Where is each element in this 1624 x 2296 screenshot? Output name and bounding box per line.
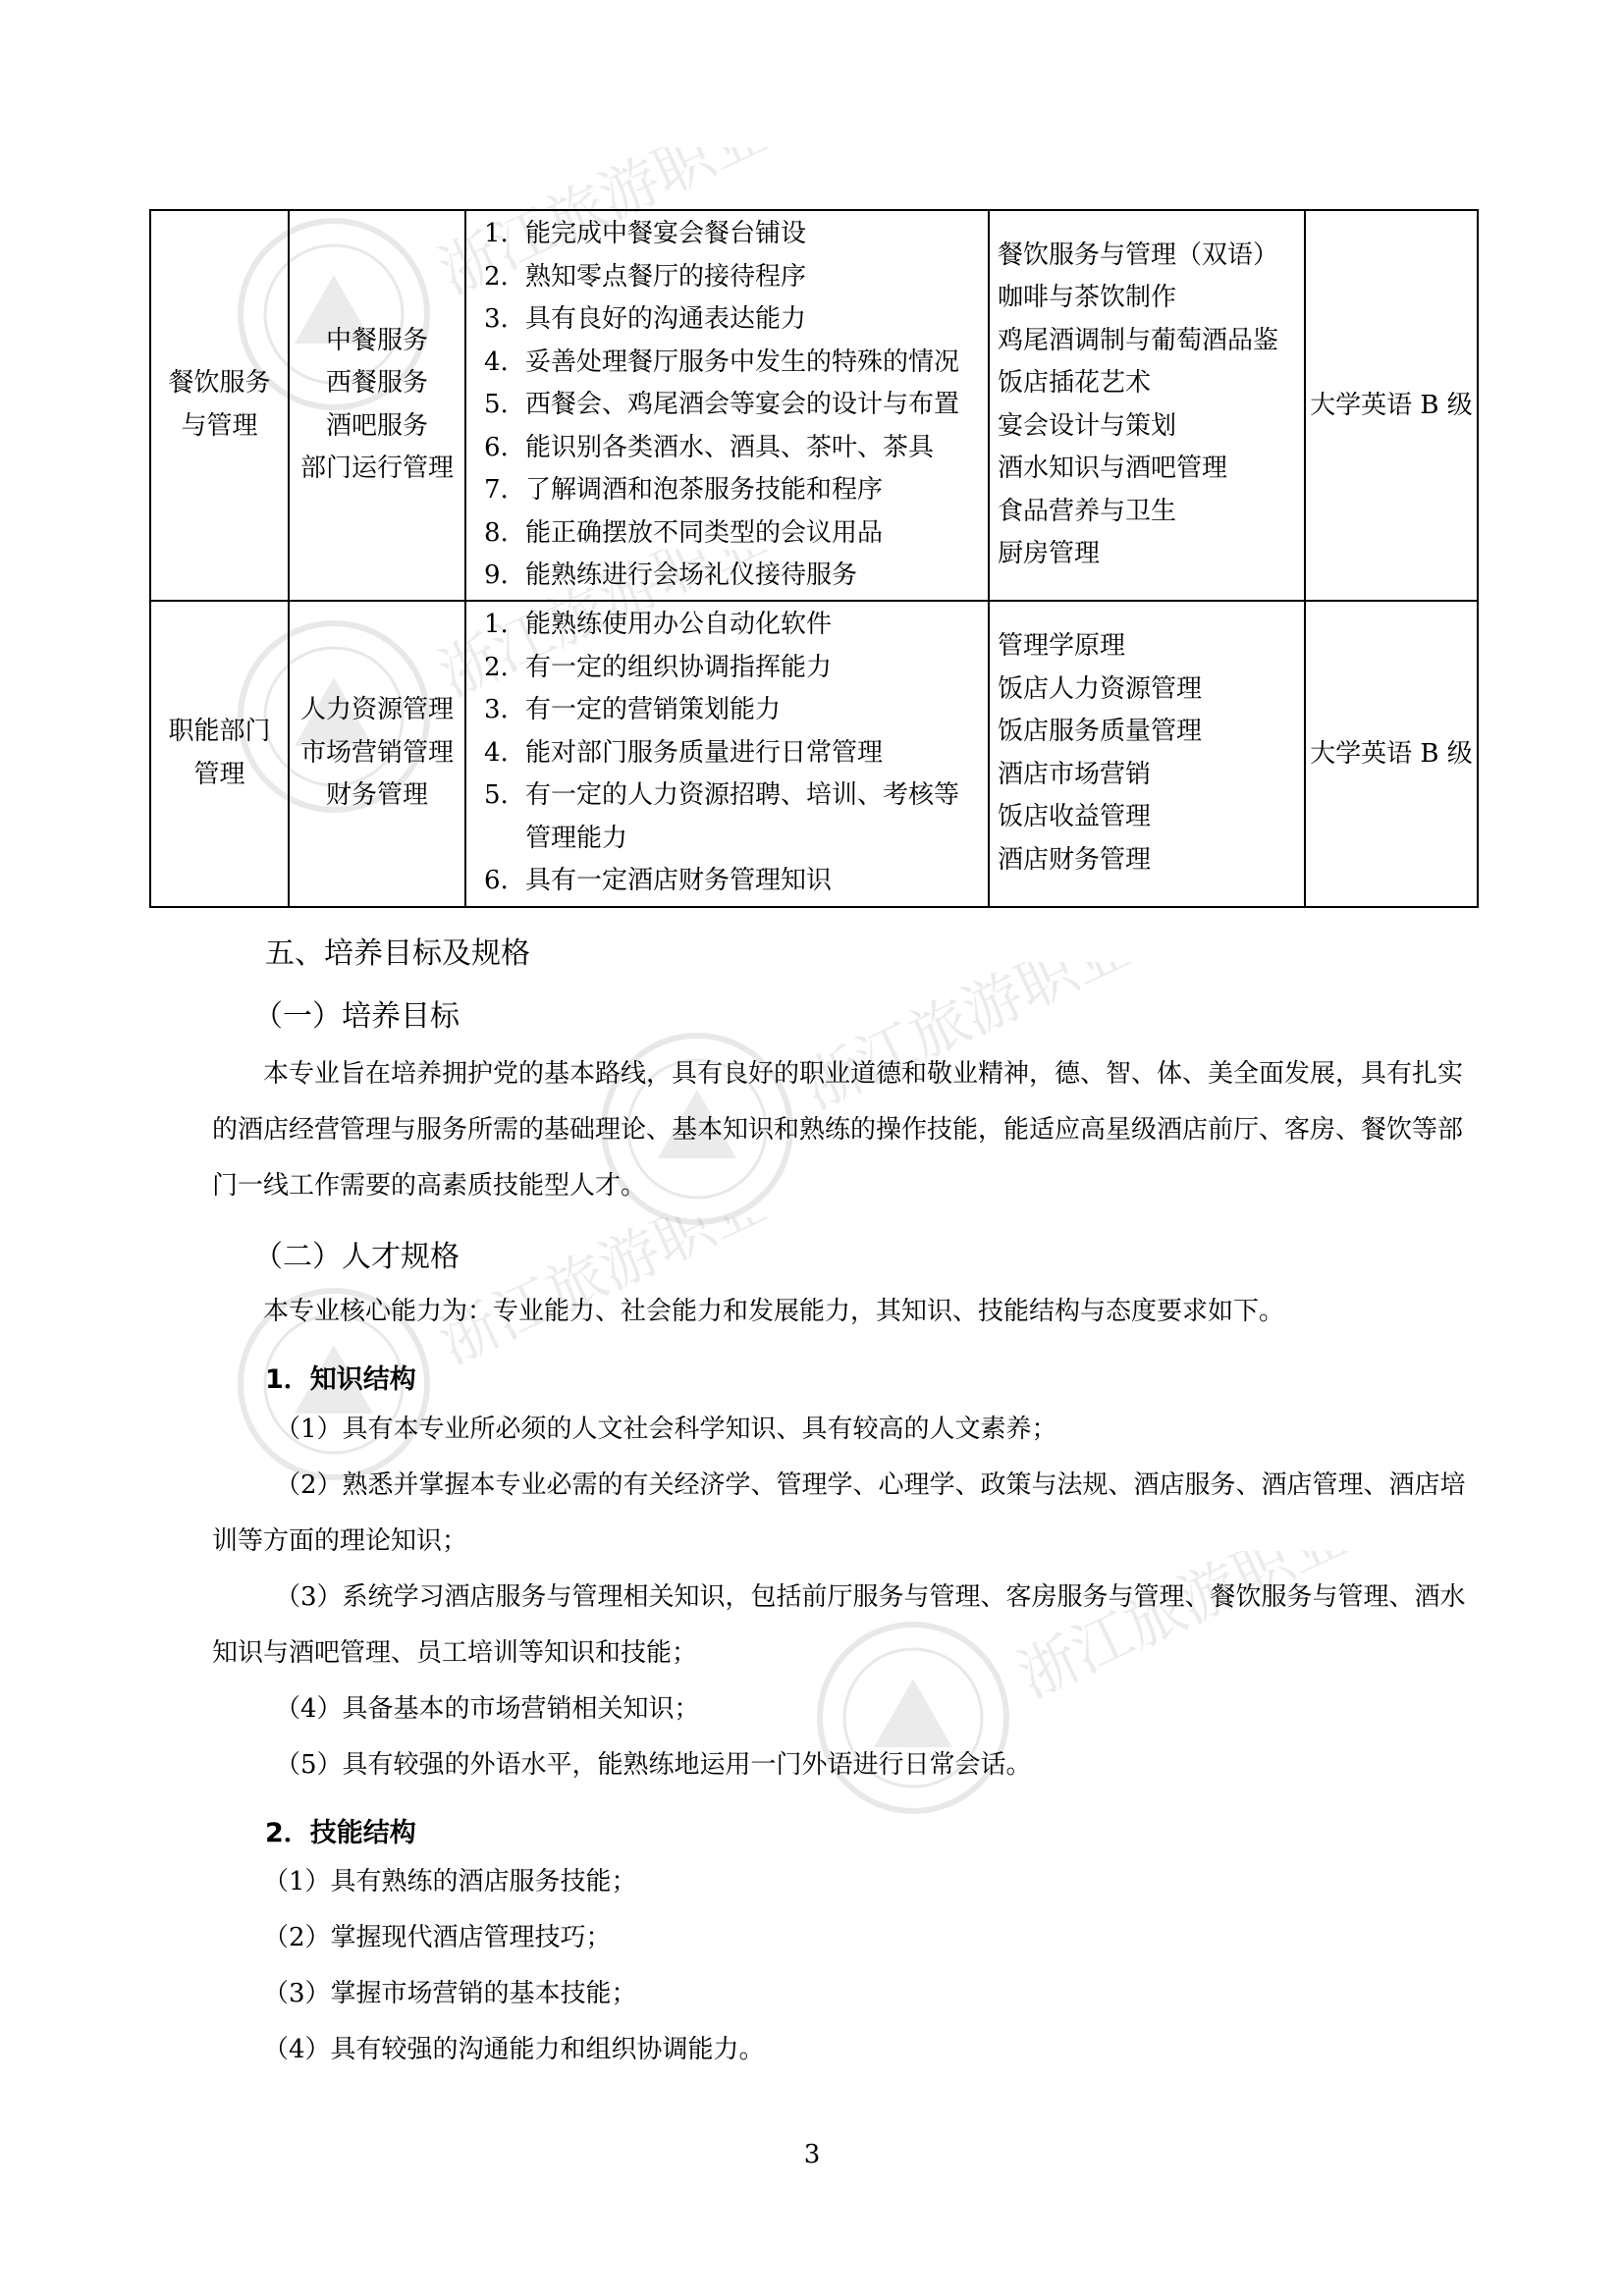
list-item: 酒店市场营销 (998, 759, 1152, 789)
certificate-cell: 大学英语 B 级 (1305, 210, 1478, 601)
list-item: （2）掌握现代酒店管理技巧； (263, 1923, 612, 1952)
svg-text:浙江旅游职业学院: 浙江旅游职业学院 (428, 550, 776, 711)
list-item: （3）掌握市场营销的基本技能； (263, 1979, 637, 2008)
list-item: 6. 具有一定酒店财务管理知识 (484, 866, 833, 896)
list-item: 8. 能正确摆放不同类型的会议用品 (484, 517, 884, 548)
svg-text:浙江旅游职业学院: 浙江旅游职业学院 (791, 962, 1139, 1123)
list-item: 1. 能完成中餐宴会餐台铺设 (484, 219, 807, 248)
list-item: 3. 具有良好的沟通表达能力 (484, 304, 807, 334)
list-item: （4）具有较强的沟通能力和组织协调能力。 (263, 2035, 765, 2064)
training-plan-table (149, 209, 1479, 908)
svg-text:浙江旅游职业学院: 浙江旅游职业学院 (428, 147, 776, 308)
list-item: 2. 有一定的组织协调指挥能力 (484, 652, 833, 682)
list-item: 管理学原理 (998, 631, 1126, 661)
list-item: 饭店人力资源管理 (998, 673, 1203, 704)
courses-cell (989, 601, 1305, 907)
job-area-cell: 餐饮服务 与管理 (150, 210, 289, 601)
list-item: 宴会设计与策划 (998, 410, 1177, 441)
list-item: 饭店插花艺术 (998, 368, 1152, 399)
list-item: 5. 西餐会、鸡尾酒会等宴会的设计与布置 (484, 390, 960, 419)
page-number: 3 (803, 2140, 821, 2169)
list-item: 厨房管理 (998, 539, 1101, 569)
list-item: （3）系统学习酒店服务与管理相关知识，包括前厅服务与管理、客房服务与管理、餐饮服务与管理、酒水知识与酒吧管理、员工培训等知识和技能； (212, 1582, 1466, 1668)
knowledge-heading: 1．知识结构 (265, 1364, 416, 1395)
list-item: 3. 有一定的营销策划能力 (484, 695, 782, 725)
list-item: 餐饮服务与管理（双语） (998, 240, 1279, 270)
list-item: （4）具备基本的市场营销相关知识； (275, 1694, 700, 1724)
svg-text:浙江旅游职业学院: 浙江旅游职业学院 (428, 1217, 776, 1378)
job-area-cell: 职能部门 管理 (150, 601, 289, 907)
positions-cell: 人力资源管理 市场营销管理 财务管理 (289, 601, 465, 907)
list-item: 食品营养与卫生 (998, 496, 1177, 526)
list-item: 管理能力 (525, 823, 628, 853)
list-item: 饭店收益管理 (998, 802, 1152, 831)
list-item: 鸡尾酒调制与葡萄酒品鉴 (998, 325, 1279, 355)
subsection-title: （一）培养目标 (253, 999, 460, 1034)
section-title: 五、培养目标及规格 (265, 936, 530, 971)
list-item: （1）具有本专业所必须的人文社会科学知识、具有较高的人文素养； (275, 1415, 1057, 1444)
list-item: （2）熟悉并掌握本专业必需的有关经济学、管理学、心理学、政策与法规、酒店服务、酒店管理、酒店培训等方面的理论知识； (212, 1470, 1466, 1556)
certificate-cell: 大学英语 B 级 (1305, 601, 1478, 907)
list-item: 2. 熟知零点餐厅的接待程序 (484, 261, 807, 292)
svg-text:浙江旅游职业学院: 浙江旅游职业学院 (1007, 1551, 1355, 1712)
list-item: 咖啡与茶饮制作 (998, 283, 1177, 313)
paragraph: 本专业旨在培养拥护党的基本路线，具有良好的职业道德和敬业精神，德、智、体、美全面发展，具有扎实的酒店经营管理与服务所需的基础理论、基本知识和熟练的操作技能，能适应高星级酒店前厅、客房、餐饮等部门一线工作需要的高素质技能型人才。 (212, 1059, 1464, 1201)
list-item: 4. 妥善处理餐厅服务中发生的特殊的情况 (484, 347, 960, 377)
table-row (150, 601, 1478, 907)
positions-cell: 中餐服务 西餐服务 酒吧服务 部门运行管理 (289, 210, 465, 601)
list-item: 饭店服务质量管理 (998, 717, 1203, 746)
list-item: 9. 能熟练进行会场礼仪接待服务 (484, 561, 858, 590)
paragraph: 本专业核心能力为：专业能力、社会能力和发展能力，其知识、技能结构与态度要求如下。 (263, 1297, 1285, 1326)
list-item: 6. 能识别各类酒水、酒具、茶叶、茶具 (484, 432, 935, 462)
list-item: 酒店财务管理 (998, 844, 1152, 875)
list-item: （1）具有熟练的酒店服务技能； (263, 1867, 637, 1896)
table-row (150, 210, 1478, 601)
list-item: （5）具有较强的外语水平，能熟练地运用一门外语进行日常会话。 (275, 1750, 1032, 1780)
list-item: 7. 了解调酒和泡茶服务技能和程序 (484, 475, 884, 505)
abilities-cell (465, 210, 989, 601)
skills-heading: 2．技能结构 (265, 1818, 416, 1848)
list-item: 酒水知识与酒吧管理 (998, 454, 1228, 484)
abilities-cell (465, 601, 989, 907)
list-item: 4. 能对部门服务质量进行日常管理 (484, 737, 884, 768)
subsection-title: （二）人才规格 (253, 1240, 460, 1274)
list-item: 1. 能熟练使用办公自动化软件 (484, 610, 833, 640)
list-item: 5. 有一定的人力资源招聘、培训、考核等 (484, 780, 960, 811)
courses-cell (989, 210, 1305, 601)
